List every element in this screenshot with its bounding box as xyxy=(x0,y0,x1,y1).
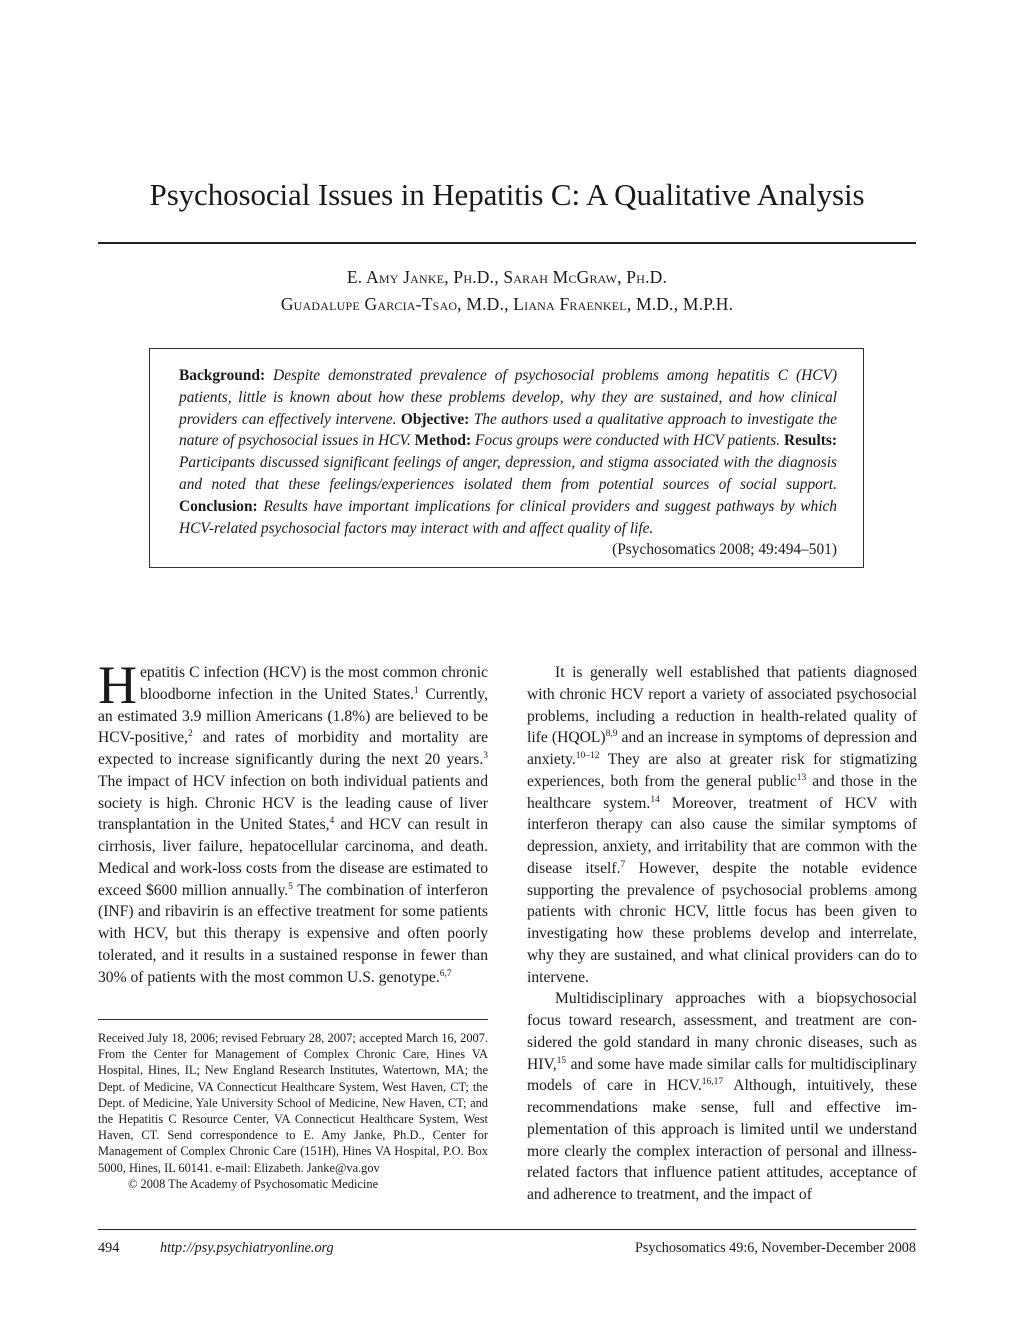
reference-7: 7 xyxy=(620,859,626,870)
p2-sentence-3: They are also at greater risk for stigmatizing experiences, both from the general public xyxy=(527,751,917,790)
article-title: Psychosocial Issues in Hepatitis C: A Qualitative Analysis xyxy=(149,177,865,212)
received-info: Received July 18, 2006; revised February 28, 2007; accepted March 16, 2007. From the Center for Management of Complex Chronic Care, Hines VA Hospital, Hines, IL; New England Research Institutes, Watertown, MA; the Dept. of Medicine, VA Connecticut Healthcare System, West Haven, CT; the Dept. of Medicine, Yale University School of Medicine, New Haven, CT; and the Hepatitis C Resource Center, VA Connecticut Healthcare System, West Haven, CT. Send correspondence to E. Amy Janke, Ph.D., Center for Management of Complex Chronic Care (151H), Hines VA Hospital, P.O. Box 5000, Hines, IL 60141. e-mail: Elizabeth. Janke@va.gov xyxy=(98,1031,488,1175)
author-line-1: E. Amy Janke, Ph.D., Sarah McGraw, Ph.D. xyxy=(346,267,668,287)
intro-sentence-4: The impact of HCV infection on both individual patients and society is high. Chronic HCV is the leading cause of liver transplantation in the United States, xyxy=(98,772,488,834)
intro-sentence-6: The combination of interferon (INF) and ribavirin is an effective treatment for some patients with HCV, but this therapy is expensive and often poorly tolerated, and it results in a sustained response in fewer than 30% of patients with the most common U.S. genotype. xyxy=(98,881,488,986)
reference-1: 1 xyxy=(414,685,419,696)
intro-paragraph xyxy=(98,655,488,988)
abstract-method-label: Method: xyxy=(414,432,472,450)
p3-sentence-1: Multidisciplinary approaches with a biopsychosocial focus toward research, assessment, and treatment are considered the gold standard in many chronic diseases, such as HIV, xyxy=(527,990,917,1073)
reference-4: 4 xyxy=(329,816,335,827)
footnote-rule xyxy=(98,1019,488,1020)
abstract-box xyxy=(149,348,864,568)
intro-sentence-1: epatitis C infection (HCV) is the most common chronic bloodborne infection in the United States. xyxy=(140,664,488,703)
reference-10-12: 10–12 xyxy=(575,751,600,761)
page-number: 494 xyxy=(98,1240,120,1256)
p2-sentence-5: Moreover, treatment of HCV with interferon therapy can also cause the similar symptoms of depression, anxiety, and irritability that are common with the disease itself. xyxy=(527,794,917,877)
reference-15: 15 xyxy=(556,1055,567,1066)
intro-sentence-2: Currently, an estimated 3.9 million Americans (1.8%) are believed to be HCV-positive, xyxy=(98,685,488,747)
reference-8-9: 8,9 xyxy=(605,729,618,740)
article-footnote xyxy=(98,1030,488,1192)
abstract-objective-text: The authors used a qualitative approach to investigate the nature of psychosocial issues in HCV. xyxy=(179,410,837,450)
p3-sentence-2: and some have made similar calls for multidisciplinary models of care in HCV. xyxy=(527,1055,917,1095)
copyright-notice: © 2008 The Academy of Psychosomatic Medicine xyxy=(128,1176,379,1191)
body-column-left xyxy=(98,655,488,988)
author-line-2: Guadalupe Garcia-Tsao, M.D., Liana Fraenkel, M.D., M.P.H. xyxy=(280,294,734,314)
abstract-method-text: Focus groups were conducted with HCV patients. xyxy=(474,432,781,450)
abstract-background-label: Background: xyxy=(179,367,266,384)
reference-6-7: 6,7 xyxy=(439,968,452,979)
body-paragraph-2 xyxy=(527,662,917,988)
journal-citation: Psychosomatics 49:6, November-December 2008 xyxy=(634,1240,916,1256)
p2-sentence-4: and those in the healthcare system. xyxy=(527,772,917,812)
body-column-right xyxy=(527,662,917,1206)
abstract-objective-label: Objective: xyxy=(400,410,470,428)
journal-url-link[interactable]: http://psy.psychiatryonline.org xyxy=(160,1240,334,1256)
author-list xyxy=(98,264,916,318)
abstract-citation: (Psychosomatics 2008; 49:494–501) xyxy=(612,541,837,559)
body-paragraph-3 xyxy=(527,988,917,1206)
intro-sentence-3: and rates of morbidity and mortality are expected to increase significantly during the next 20 years. xyxy=(98,729,488,768)
title-rule xyxy=(98,242,916,244)
drop-cap: H xyxy=(98,655,137,715)
p2-sentence-2: and an increase in symptoms of depression and anxiety. xyxy=(527,729,917,768)
abstract-conclusion-label: Conclusion: xyxy=(179,497,258,515)
reference-13: 13 xyxy=(796,772,807,783)
reference-14: 14 xyxy=(650,794,660,805)
p2-sentence-1: It is generally well established that patients diagnosed with chronic HCV report a variety of associated psychosocial problems, including a reduction in health-related quality of life (HQOL) xyxy=(527,664,917,747)
p3-sentence-3: Although, intuitively, these recommendations make sense, full and effective implementation of this approach is limited until we understand more clearly the complex interaction of personal and illness-related factors that influence patient attitudes, acceptance of and adherence to treatment, and the impact of xyxy=(527,1077,917,1203)
p2-sentence-6: However, despite the notable evidence supporting the prevalence of psychosocial problems among patients with chronic HCV, little focus has been given to investigating how these problems develop and interrelate, why they are sustained, and what clinical providers can do to intervene. xyxy=(527,859,917,986)
abstract-background-text: Despite demonstrated prevalence of psychosocial problems among hepatitis C (HCV) patients, little is known about how these problems develop, why they are sustained, and how clinical providers can effectively intervene. xyxy=(179,367,837,428)
footer-rule xyxy=(98,1229,916,1230)
reference-3: 3 xyxy=(483,751,488,761)
reference-2: 2 xyxy=(187,729,193,740)
abstract-results-text: Participants discussed significant feelings of anger, depression, and stigma associated with the diagnosis and noted that these feelings/experiences isolated them from potential sources of social support. xyxy=(179,454,837,493)
abstract-results-label: Results: xyxy=(784,432,838,450)
reference-16-17: 16,17 xyxy=(701,1077,724,1088)
abstract-conclusion-text: Results have important implications for clinical providers and suggest pathways by which HCV-related psychosocial factors may interact with and affect quality of life. xyxy=(179,497,837,537)
intro-sentence-5: and HCV can result in cirrhosis, liver failure, hepatocellular carcinoma, and death. Medical and work-loss costs from the disease are estimated to exceed $600 million annually. xyxy=(98,816,488,899)
abstract-text xyxy=(179,365,837,561)
reference-5: 5 xyxy=(288,881,293,892)
